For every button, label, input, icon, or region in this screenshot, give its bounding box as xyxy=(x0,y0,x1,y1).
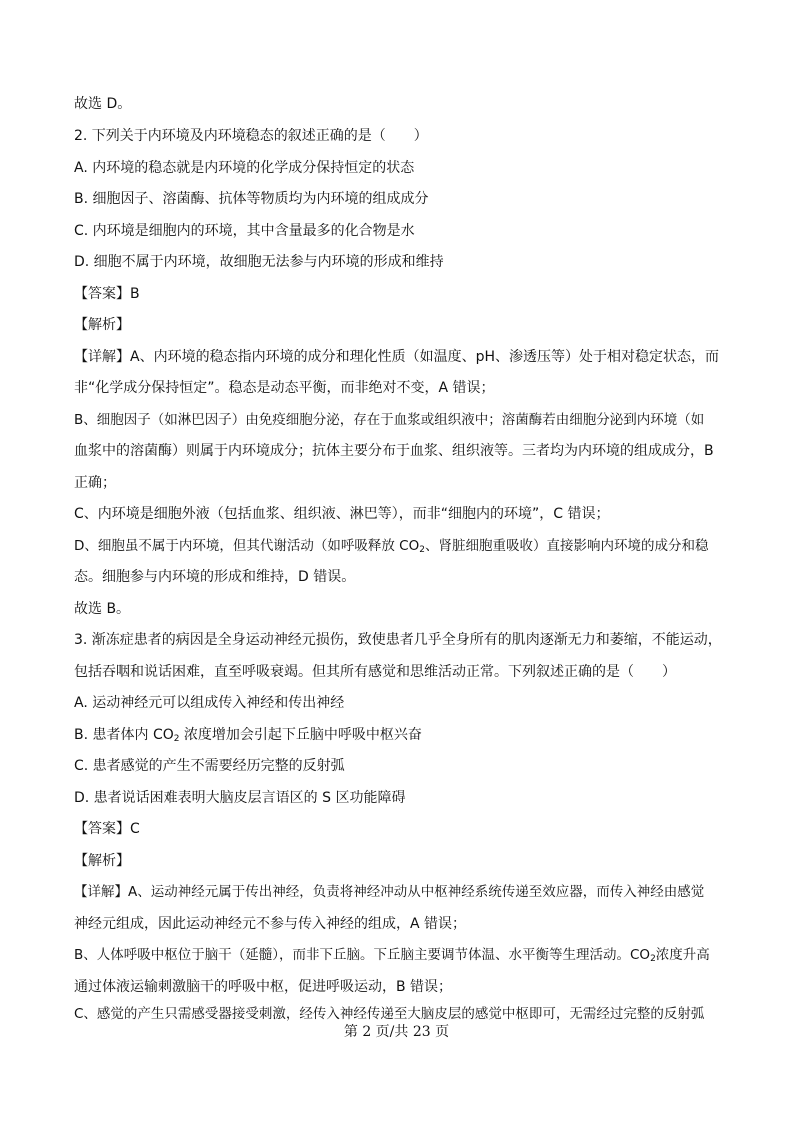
subscript: 2 xyxy=(650,954,656,964)
question-2-explanation-line: C、内环境是细胞外液（包括血浆、组织液、淋巴等），而非“细胞内的环境”，C 错误； xyxy=(74,506,610,522)
question-2-analysis-heading: 【解析】 xyxy=(74,317,130,333)
question-3-analysis-heading: 【解析】 xyxy=(74,853,130,869)
question-2-option-c: C. 内环境是细胞内的环境，其中含量最多的化合物是水 xyxy=(74,223,415,239)
question-2-explanation-line: 【详解】A、内环境的稳态指内环境的成分和理化性质（如温度、pH、渗透压等）处于相对稳定状态，而 xyxy=(74,349,719,365)
text-segment: 浓度增加会引起下丘脑中呼吸中枢兴奋 xyxy=(179,727,422,743)
question-2-option-d: D. 细胞不属于内环境，故细胞无法参与内环境的形成和维持 xyxy=(74,254,444,270)
subscript: 2 xyxy=(173,734,180,744)
text-segment: B. 患者体内 CO xyxy=(74,727,174,743)
text-segment: 浓度升高 xyxy=(655,947,710,963)
answer-line-previous: 故选 D。 xyxy=(74,96,132,112)
question-3-option-c: C. 患者感觉的产生不需要经历完整的反射弧 xyxy=(74,758,345,774)
question-3-answer: 【答案】C xyxy=(74,821,140,837)
question-3-explanation-line: 通过体液运输刺激脑干的呼吸中枢，促进呼吸运动，B 错误； xyxy=(74,979,453,995)
question-2-conclusion: 故选 B。 xyxy=(74,601,131,617)
text-segment: D、细胞虽不属于内环境，但其代谢活动（如呼吸释放 CO xyxy=(74,538,420,554)
question-2-explanation-line: 正确； xyxy=(74,475,116,491)
question-3-option-d: D. 患者说话困难表明大脑皮层言语区的 S 区功能障碍 xyxy=(74,790,406,806)
question-3-explanation-line: 神经元组成，因此运动神经元不参与传入神经的组成，A 错误； xyxy=(74,916,467,932)
question-2-explanation-line: 态。细胞参与内环境的形成和维持，D 错误。 xyxy=(74,569,356,585)
question-2-stem: 2. 下列关于内环境及内环境稳态的叙述正确的是（ ） xyxy=(74,128,428,144)
question-2-explanation-line xyxy=(74,537,708,555)
page-number-footer: 第 2 页/共 23 页 xyxy=(343,1024,450,1040)
subscript: 2 xyxy=(419,545,425,555)
text-segment: B、人体呼吸中枢位于脑干（延髓），而非下丘脑。下丘脑主要调节体温、水平衡等生理活动。CO xyxy=(74,947,651,963)
question-3-stem: 3. 渐冻症患者的病因是全身运动神经元损伤，致使患者几乎全身所有的肌肉逐渐无力和萎缩，不能运动， xyxy=(74,632,722,648)
question-3-option-a: A. 运动神经元可以组成传入神经和传出神经 xyxy=(74,695,345,711)
question-2-answer: 【答案】B xyxy=(74,286,140,302)
text-segment: 、肾脏细胞重吸收）直接影响内环境的成分和稳 xyxy=(424,538,709,554)
question-2-explanation-line: 血浆中的溶菌酶）则属于内环境成分；抗体主要分布于血浆、组织液等。三者均为内环境的组成成分，B xyxy=(74,443,714,459)
question-3-stem: 包括吞咽和说话困难，直至呼吸衰竭。但其所有感觉和思维活动正常。下列叙述正确的是（ ） xyxy=(74,664,676,680)
question-2-option-b: B. 细胞因子、溶菌酶、抗体等物质均为内环境的组成成分 xyxy=(74,191,429,207)
question-3-explanation-line xyxy=(74,946,710,964)
question-2-explanation-line: B、细胞因子（如淋巴因子）由免疫细胞分泌，存在于血浆或组织液中；溶菌酶若由细胞分泌到内环境（如 xyxy=(74,412,705,428)
question-2-explanation-line: 非“化学成分保持恒定”。稳态是动态平衡，而非绝对不变，A 错误； xyxy=(74,380,495,396)
question-3-explanation-line: 【详解】A、运动神经元属于传出神经，负责将神经冲动从中枢神经系统传递至效应器，而传入神经由感觉 xyxy=(74,884,705,900)
question-3-explanation-line: C、感觉的产生只需感受器接受刺激，经传入神经传递至大脑皮层的感觉中枢即可，无需经过完整的反射弧 xyxy=(74,1006,705,1022)
question-2-option-a: A. 内环境的稳态就是内环境的化学成分保持恒定的状态 xyxy=(74,160,415,176)
question-3-option-b xyxy=(74,726,422,744)
